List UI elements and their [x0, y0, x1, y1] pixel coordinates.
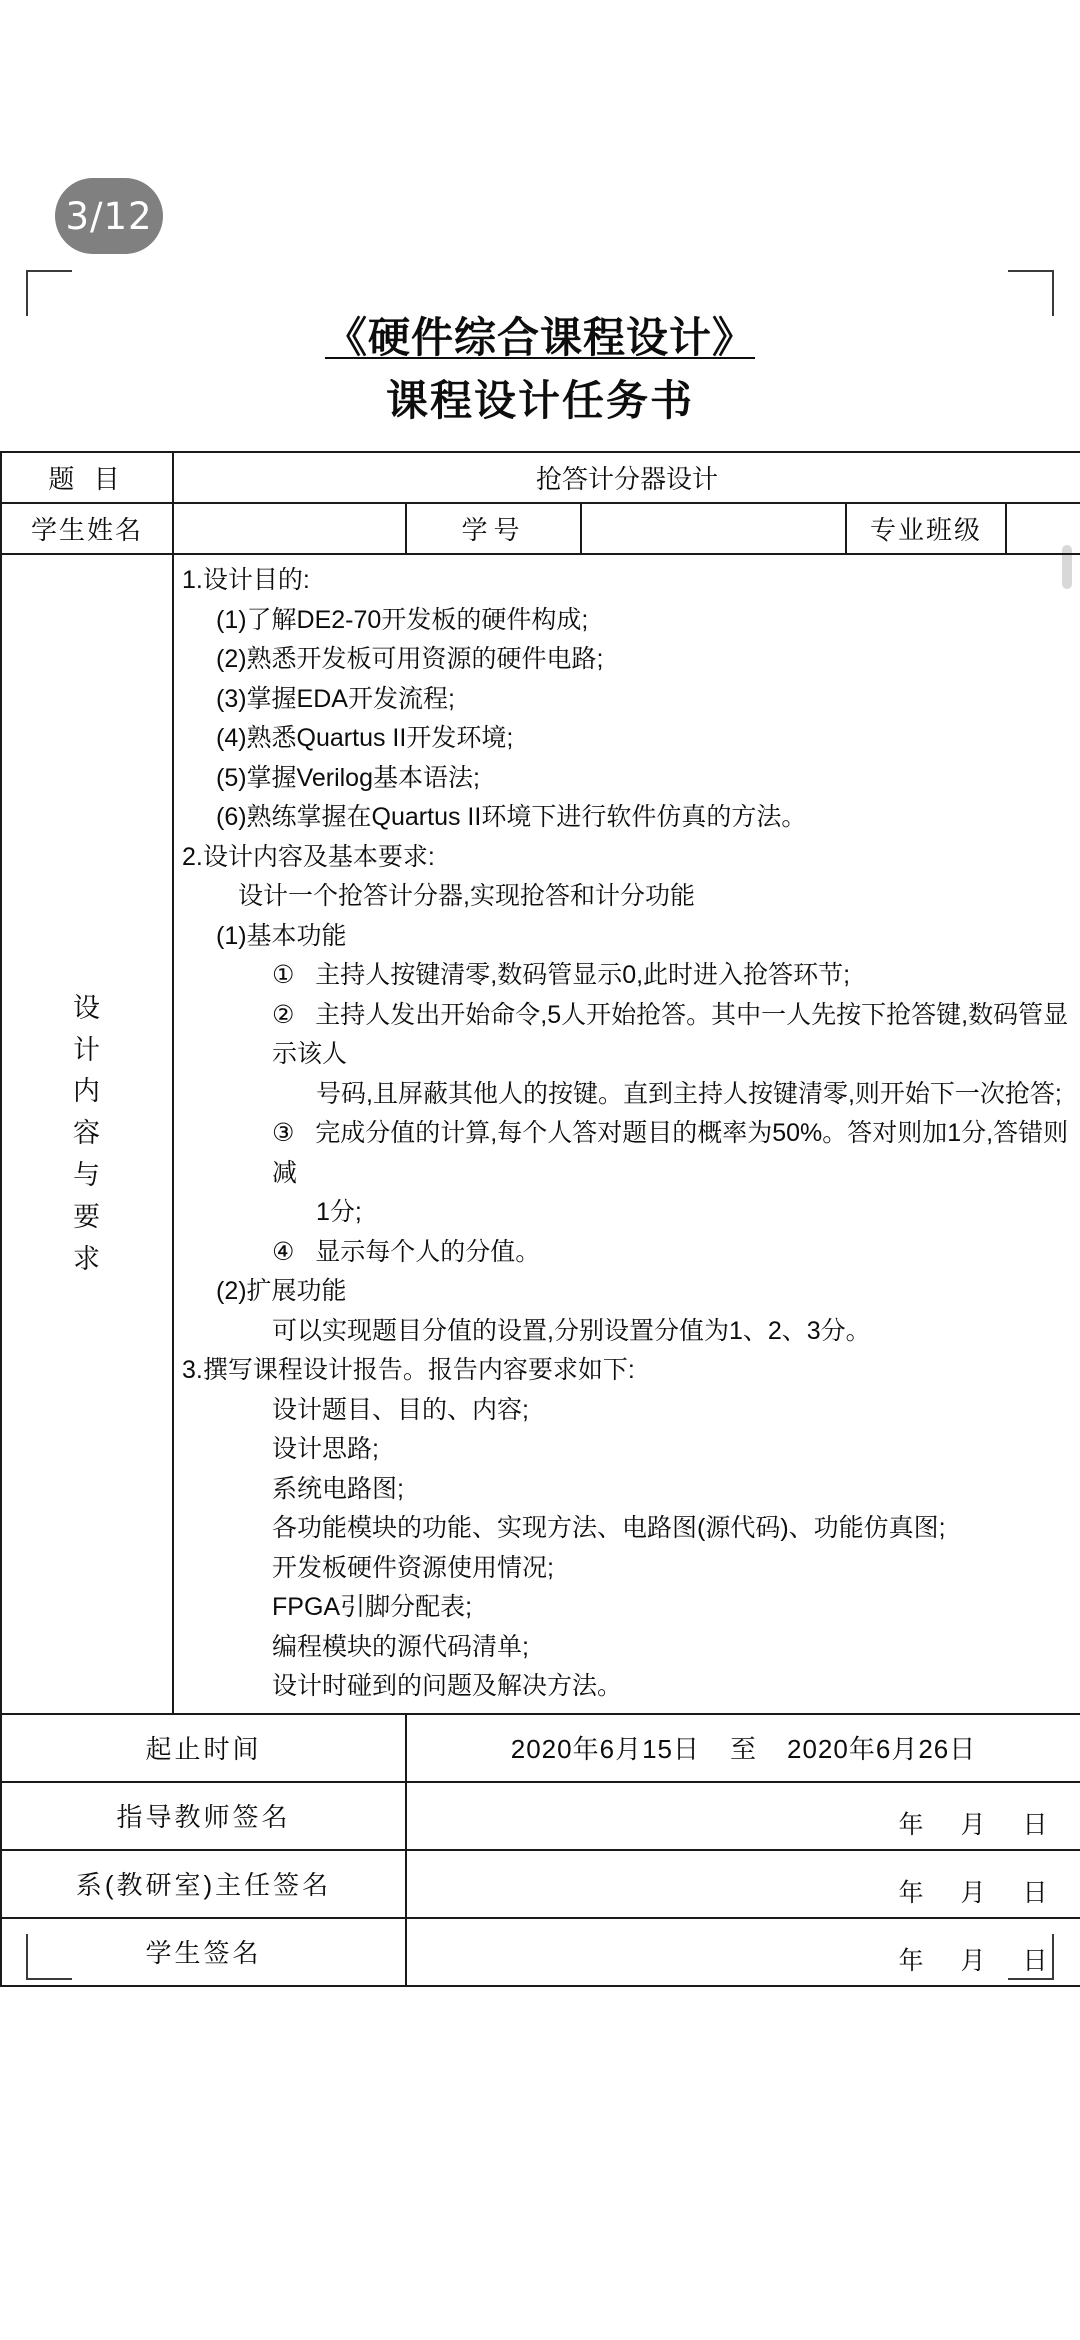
class-label: 专业班级 — [846, 503, 1006, 554]
basic-item-continuation: 号码,且屏蔽其他人的按键。直到主持人按键清零,则开始下一次抢答; — [316, 1079, 1062, 1108]
student-signature-field[interactable] — [406, 1918, 1080, 1986]
period-value[interactable] — [406, 1714, 1080, 1782]
basic-item — [272, 1114, 1072, 1193]
student-name-label: 学生姓名 — [1, 503, 173, 554]
basic-item-marker: ④ — [272, 1237, 295, 1266]
student-name-value[interactable] — [173, 503, 406, 554]
student-date-units — [880, 1941, 1066, 1977]
basic-item-text: 主持人发出开始命令,5人开始抢答。其中一人先按下抢答键,数码管显示该人 — [272, 1000, 1069, 1069]
content-cell — [173, 554, 1080, 1714]
month-unit: 月 — [960, 1810, 986, 1839]
section3-item: 开发板硬件资源使用情况; — [272, 1553, 554, 1582]
advisor-label: 指导教师签名 — [1, 1782, 406, 1850]
basic-item — [272, 956, 1072, 996]
section1-heading: 1.设计目的: — [182, 566, 310, 595]
department-date-units — [880, 1873, 1066, 1909]
basic-item-marker: ③ — [272, 1119, 295, 1148]
section1-item: (3)掌握EDA开发流程; — [216, 684, 455, 713]
day-unit: 日 — [1022, 1878, 1048, 1907]
table-row-topic — [1, 452, 1080, 503]
department-signature-field[interactable] — [406, 1850, 1080, 1918]
basic-item-marker: ① — [272, 961, 295, 990]
period-end: 2020年6月26日 — [787, 1734, 977, 1765]
advisor-signature-field[interactable] — [406, 1782, 1080, 1850]
topic-label: 题 目 — [1, 452, 173, 503]
section3-heading: 3.撰写课程设计报告。报告内容要求如下: — [182, 1356, 635, 1385]
department-label: 系(教研室)主任签名 — [1, 1850, 406, 1918]
section3-item: 设计时碰到的问题及解决方法。 — [272, 1672, 623, 1701]
basic-item — [272, 996, 1072, 1075]
document-title-main-text: 《硬件综合课程设计》 — [324, 314, 755, 361]
section3-item: 设计思路; — [272, 1435, 379, 1464]
student-id-label: 学号 — [406, 503, 581, 554]
basic-item-text: 主持人按键清零,数码管显示0,此时进入抢答环节; — [315, 961, 851, 990]
section3-item: FPGA引脚分配表; — [272, 1593, 473, 1622]
basic-item-text: 显示每个人的分值。 — [315, 1237, 541, 1266]
basic-item — [272, 1233, 1072, 1273]
section3-item: 设计题目、目的、内容; — [272, 1395, 529, 1424]
section3-item: 系统电路图; — [272, 1474, 404, 1503]
page-indicator-label: 3/12 — [65, 194, 153, 238]
section1-item: (2)熟悉开发板可用资源的硬件电路; — [216, 645, 604, 674]
section1-item: (6)熟练掌握在Quartus II环境下进行软件仿真的方法。 — [216, 803, 807, 832]
section3-item: 各功能模块的功能、实现方法、电路图(源代码)、功能仿真图; — [272, 1514, 946, 1543]
table-row-period — [1, 1714, 1080, 1782]
table-row-department — [1, 1850, 1080, 1918]
section1-item: (4)熟悉Quartus II开发环境; — [216, 724, 514, 753]
year-unit: 年 — [898, 1810, 924, 1839]
page-indicator-badge — [55, 178, 163, 254]
document-sheet — [0, 300, 1080, 1987]
month-unit: 月 — [960, 1878, 986, 1907]
task-sheet-table — [0, 451, 1080, 1987]
year-unit: 年 — [898, 1946, 924, 1975]
section2-intro: 设计一个抢答计分器,实现抢答和计分功能 — [238, 882, 695, 911]
advisor-date-units — [880, 1805, 1066, 1841]
table-row-advisor — [1, 1782, 1080, 1850]
table-row-student-sign — [1, 1918, 1080, 1986]
period-start: 2020年6月15日 — [510, 1734, 700, 1765]
section2-ext-text: 可以实现题目分值的设置,分别设置分值为1、2、3分。 — [272, 1316, 871, 1345]
month-unit: 月 — [960, 1946, 986, 1975]
basic-item-text: 完成分值的计算,每个人答对题目的概率为50%。答对则加1分,答错则减 — [272, 1119, 1069, 1187]
basic-item-continuation: 1分; — [316, 1198, 362, 1227]
section1-item: (1)了解DE2-70开发板的硬件构成; — [216, 605, 589, 634]
document-title-sub: 课程设计任务书 — [385, 376, 694, 424]
student-sign-label: 学生签名 — [1, 1918, 406, 1986]
section1-item: (5)掌握Verilog基本语法; — [216, 763, 480, 792]
day-unit: 日 — [1022, 1810, 1048, 1839]
table-row-student — [1, 503, 1080, 554]
document-title-main — [0, 310, 1080, 367]
content-side-label-text: 设 计 内 容 与 要 求 — [73, 992, 101, 1274]
year-unit: 年 — [898, 1878, 924, 1907]
section2-basic-heading: (1)基本功能 — [216, 921, 347, 950]
class-value[interactable] — [1006, 503, 1080, 554]
student-id-value[interactable] — [581, 503, 846, 554]
day-unit: 日 — [1022, 1946, 1048, 1975]
section3-item: 编程模块的源代码清单; — [272, 1632, 529, 1661]
basic-item-marker: ② — [272, 1000, 295, 1029]
content-body — [182, 561, 1072, 1707]
section2-ext-heading: (2)扩展功能 — [216, 1277, 347, 1306]
document-titles — [0, 300, 1080, 443]
content-side-label — [1, 554, 173, 1714]
period-conj: 至 — [730, 1734, 758, 1765]
table-row-content — [1, 554, 1080, 1714]
section2-heading: 2.设计内容及基本要求: — [182, 842, 435, 871]
topic-value[interactable]: 抢答计分器设计 — [173, 452, 1080, 503]
period-label: 起止时间 — [1, 1714, 406, 1782]
